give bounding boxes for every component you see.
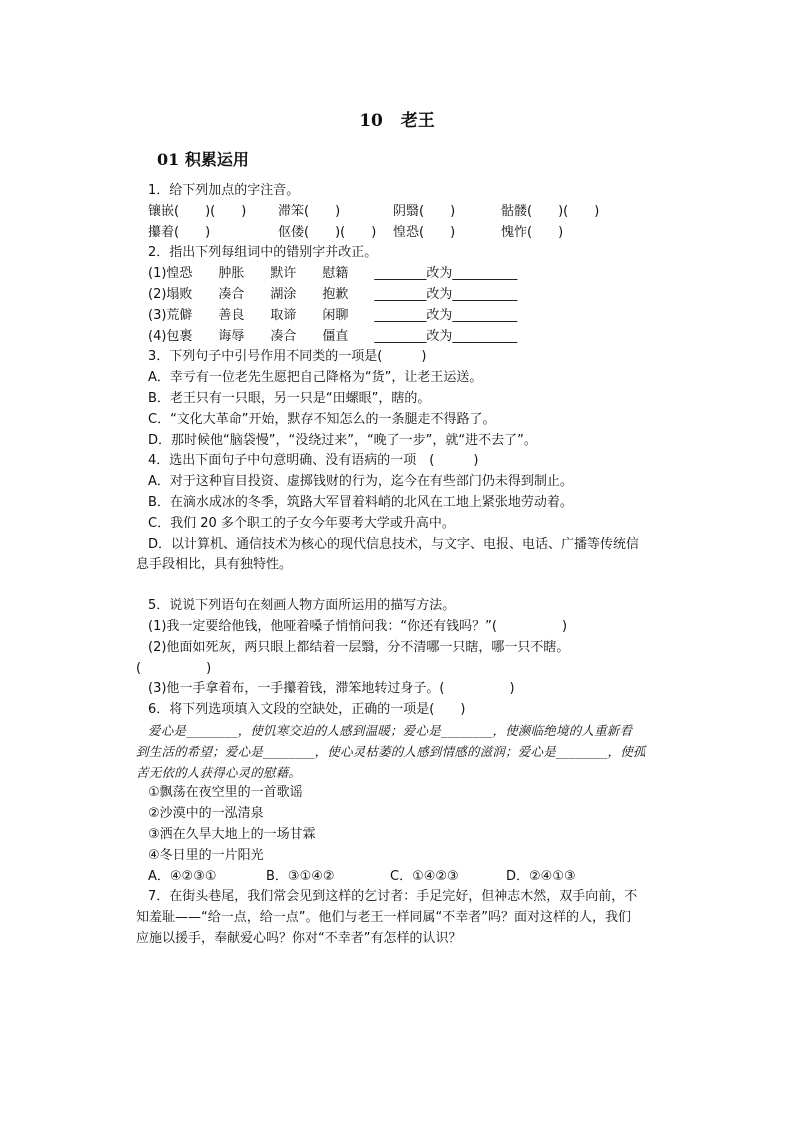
q2-word: 塌败 — [166, 286, 193, 302]
q1-item: 伛偻( )( ) — [278, 224, 377, 240]
q5-stem: 5．说说下列语句在刻画人物方面所运用的描写方法。 — [148, 598, 456, 614]
q7-line: 应施以援手，奉献爱心吗？你对“不幸者”有怎样的认识？ — [136, 930, 462, 946]
q2-label: (4) — [148, 328, 167, 344]
q2-row — [148, 306, 678, 327]
q1-item: 愧怍( ) — [501, 224, 564, 240]
q2-blank: ________改为__________ — [374, 266, 518, 282]
q2-word: 取谛 — [270, 307, 297, 323]
q1-item: 惶恐( ) — [393, 224, 456, 240]
q1-item: 阴翳( ) — [393, 203, 456, 219]
q1-row1 — [148, 202, 678, 223]
q3-stem: 3．下列句子中引号作用不同类的一项是( ) — [148, 349, 427, 365]
q3-option-a: A．幸亏有一位老先生愿把自己降格为“货”，让老王运送。 — [148, 370, 483, 386]
q2-word: 闲聊 — [322, 307, 349, 323]
q3-option-b: B．老王只有一只眼，另一只是“田螺眼”，瞎的。 — [148, 390, 431, 406]
q4-option-a: A．对于这种盲目投资、虚掷钱财的行为，迄今在有些部门仍未得到制止。 — [148, 474, 573, 490]
q2-word: 凑合 — [218, 286, 245, 302]
q1-item: 骷髅( )( ) — [501, 203, 600, 219]
spacer — [148, 576, 678, 596]
q2-label: (1) — [148, 266, 167, 282]
q2-label: (2) — [148, 286, 167, 302]
q4-stem: 4．选出下面句子中句意明确、没有语病的一项 ( ) — [148, 453, 479, 469]
q4-option-d-continued: 息手段相比，具有独特性。 — [136, 557, 293, 573]
q6-choice: ②沙漠中的一泓清泉 — [148, 806, 264, 822]
q2-word: 包裹 — [166, 328, 193, 344]
q7-line: 知羞耻——“给一点，给一点”。他们与老王一样同属“不幸者”吗？面对这样的人，我们 — [136, 910, 631, 926]
q6-answer-a: A．④②③① — [148, 868, 217, 884]
q6-answer-c: C．①④②③ — [390, 868, 459, 884]
q2-word: 诲辱 — [218, 328, 245, 344]
q1-stem: 1．给下列加点的字注音。 — [148, 183, 300, 198]
q2-label: (3) — [148, 307, 167, 323]
q7-line: 7．在街头巷尾，我们常会见到这样的乞讨者：手足完好，但神志木然，双手向前，不 — [148, 889, 638, 905]
q3-option-c: C．“文化大革命”开始，默存不知怎么的一条腿走不得路了。 — [148, 411, 496, 427]
q2-word: 僵直 — [322, 328, 349, 344]
q2-word: 默许 — [270, 266, 297, 282]
q4-option-d: D．以计算机、通信技术为核心的现代信息技术，与文字、电报、电话、广播等传统信 — [148, 536, 640, 552]
q2-row — [148, 327, 678, 348]
questions — [136, 181, 678, 950]
lesson-title — [0, 106, 794, 131]
q4-option-c: C．我们 20 多个职工的子女今年要考大学或升高中。 — [148, 515, 455, 531]
q2-blank: ________改为__________ — [374, 328, 518, 344]
q5-item-3: (3)他一手拿着布，一手攥着钱，滞笨地转过身子。( ) — [148, 681, 515, 697]
q1-row2 — [148, 223, 678, 244]
q2-word: 抱歉 — [322, 286, 349, 302]
q5-item-1: (1)我一定要给他钱，他哑着嗓子悄悄问我：“你还有钱吗？”( ) — [148, 618, 568, 634]
q6-choice: ③洒在久旱大地上的一场甘霖 — [148, 826, 316, 842]
q2-word: 荒僻 — [166, 307, 193, 323]
q6-passage-line: 苦无依的人获得心灵的慰藉。 — [136, 764, 302, 780]
q2-blank: ________改为__________ — [374, 286, 518, 302]
q4-option-b: B．在滴水成冰的冬季，筑路大军冒着料峭的北风在工地上紧张地劳动着。 — [148, 494, 573, 510]
q2-stem: 2．指出下列每组词中的错别字并改正。 — [148, 245, 378, 261]
q2-word: 凑合 — [270, 328, 297, 344]
q1-item: 镶嵌( )( ) — [148, 203, 247, 219]
q6-passage-line: 到生活的希望；爱心是________，使心灵枯萎的人感到情感的滋润；爱心是________，使孤 — [136, 743, 646, 759]
q6-choice: ①飘荡在夜空里的一首歌谣 — [148, 785, 303, 801]
q6-passage-line: 爱心是________，使饥寒交迫的人感到温暖；爱心是________，使濒临绝境的人重新看 — [148, 722, 633, 738]
q1-item: 攥着( ) — [148, 224, 211, 240]
q5-item-2: (2)他面如死灰，两只眼上都结着一层翳，分不清哪一只瞎，哪一只不瞎。 — [148, 639, 570, 655]
q2-word: 善良 — [218, 307, 245, 323]
q2-word: 慰籍 — [322, 266, 349, 282]
q2-word: 湖涂 — [270, 286, 297, 302]
q3-option-d: D．那时候他“脑袋慢”，“没绕过来”，“晚了一步”，就“进不去了”。 — [148, 432, 537, 448]
lesson-name: 老王 — [400, 111, 435, 131]
q2-blank: ________改为__________ — [374, 307, 518, 323]
q5-item-2-blank: ( ) — [136, 660, 212, 676]
q1-item: 滞笨( ) — [278, 203, 341, 219]
q2-row — [148, 264, 678, 285]
lesson-number: 10 — [359, 111, 383, 131]
q2-row — [148, 285, 678, 306]
q6-stem: 6．将下列选项填入文段的空缺处，正确的一项是( ) — [148, 702, 466, 718]
q6-answer-b: B．③①④② — [266, 868, 335, 884]
section-heading: 01 积累运用 — [157, 150, 249, 169]
q6-answer-d: D．②④①③ — [506, 868, 576, 884]
q6-answers — [148, 867, 678, 888]
q2-word: 肿胀 — [218, 266, 245, 282]
q2-word: 惶恐 — [166, 266, 193, 282]
q6-choice: ④冬日里的一片阳光 — [148, 847, 264, 863]
